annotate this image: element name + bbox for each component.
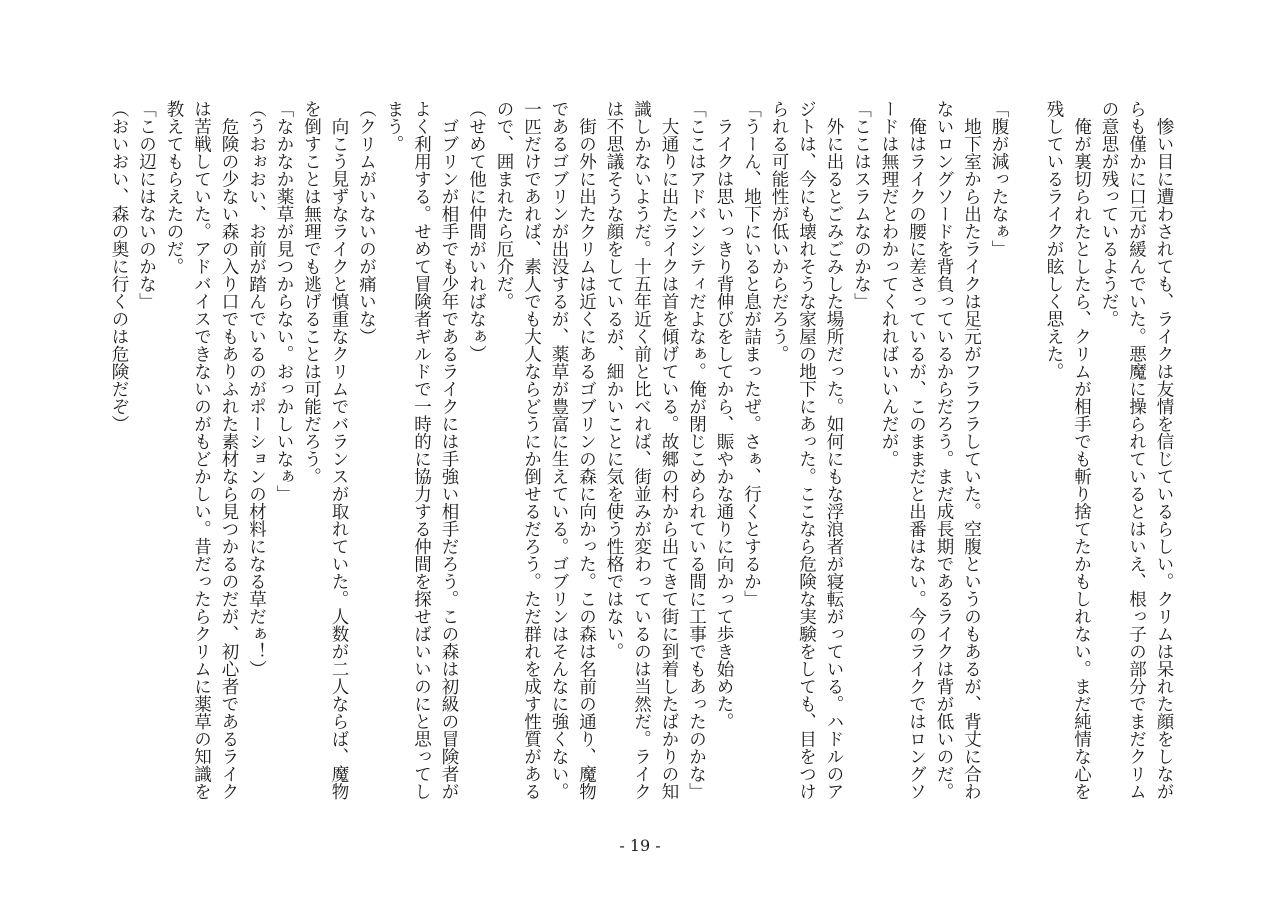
text-column: ライクは思いっきり背伸びをしてから、賑やかな通りに向かって歩き始めた。 (714, 100, 734, 730)
text-column: 惨い目に遭わされても、ライクは友情を信じているらしい。クリムは呆れた顔をしなが (1154, 100, 1174, 800)
text-column: 「なかなか薬草が見つからない。おっかしいなぁ」 (274, 100, 294, 503)
text-column: （おいおい、森の奥に行くのは危険だぞ） (109, 100, 129, 433)
text-column: は苦戦していた。アドバイスできないのがもどかしい。昔だったらクリムに薬草の知識を (191, 100, 212, 800)
text-column: 俺が裏切られたとしたら、クリムが相手でも斬り捨てたかもしれない。まだ純情な心を (1071, 100, 1092, 800)
text-column: 大通りに出たライクは首を傾げている。故郷の村から出てきて街に到着したばかりの知 (659, 100, 679, 800)
text-column: ゴブリンが相手でも少年であるライクには手強い相手だろう。この森は初級の冒険者が (439, 100, 459, 800)
text-column: 「うーん、地下にいると息が詰まったぜ。さぁ、行くとするか」 (741, 100, 762, 608)
text-column: ードは無理だとわかってくれればいいんだが。 (879, 100, 899, 468)
text-column: ので、囲まれたら厄介だ。 (494, 100, 514, 310)
text-column: の意思が残っているようだ。 (1099, 100, 1119, 328)
text-column: ないロングソードを背負っているからだろう。まだ成長期であるライクは背が低いのだ。 (934, 100, 954, 800)
text-column: （せめて他に仲間がいればなぁ） (466, 100, 487, 363)
text-column: 「ここはスラムなのかな」 (851, 100, 872, 310)
text-column: 残しているライクが眩しく思えた。 (1044, 100, 1064, 380)
text-column: られる可能性が低いからだろう。 (769, 100, 789, 363)
text-column: よく利用する。せめて冒険者ギルドで一時的に協力する仲間を探せばいいのにと思ってし (411, 100, 432, 800)
text-column: 向こう見ずなライクと慎重なクリムでバランスが取れていた。人数が二人ならば、魔物 (329, 100, 349, 800)
text-column: 街の外に出たクリムは近くにあるゴブリンの森に向かった。この森は名前の通り、魔物 (576, 100, 597, 800)
text-column: （うおぉおい、お前が踏んでいるのがポーションの材料になる草だぁ！） (246, 100, 267, 678)
text-column: （クリムがいないのが痛いな） (356, 100, 377, 345)
text-column: 「この辺にはないのかな」 (136, 100, 157, 310)
text-column: らも僅かに口元が緩んでいた。悪魔に操られているとはいえ、根っ子の部分でまだクリム (1126, 100, 1147, 800)
text-column: 教えてもらえたのだ。 (164, 100, 184, 275)
text-column: 一匹だけであれば、素人でも大人ならどうにか倒せるだろう。ただ群れを成す性質がある (521, 100, 542, 800)
text-column (1012, 100, 1040, 806)
text-column: 「ここはアドバンシティだよなぁ。俺が閉じこめられている間に工事でもあったのかな」 (686, 100, 707, 800)
text-column: ジトは、今にも壊れそうな家屋の地下にあった。ここなら危険な実験をしても、目をつけ (796, 100, 817, 800)
text-column: まう。 (384, 100, 404, 153)
page-number: - 19 - (619, 836, 661, 855)
text-column: 俺はライクの腰に差さっているが、このままだと出番はない。今のライクではロングソ (906, 100, 927, 800)
text-column: 危険の少ない森の入り口でもありふれた素材なら見つかるのだが、初心者であるライク (219, 100, 239, 800)
text-column: 地下室から出たライクは足元がフラフラしていた。空腹というのもあるが、背丈に合わ (961, 100, 982, 800)
vertical-body-text (105, 100, 1178, 806)
text-column: は不思議そうな顔をしているが、細かいことに気を使う性格ではない。 (604, 100, 624, 660)
text-column: 「腹が減ったなぁ」 (989, 100, 1009, 258)
text-column: を倒すことは無理でも逃げることは可能だろう。 (301, 100, 322, 485)
text-column: 外に出るとごみごみした場所だった。如何にもな浮浪者が寝転がっている。ハドルのア (824, 100, 844, 800)
text-column: であるゴブリンが出没するが、薬草が豊富に生えている。ゴブリンはそんなに強くない。 (549, 100, 569, 800)
text-column: 識しかないようだ。十五年近く前と比べれば、街並みが変わっているのは当然だ。ライク (631, 100, 652, 800)
